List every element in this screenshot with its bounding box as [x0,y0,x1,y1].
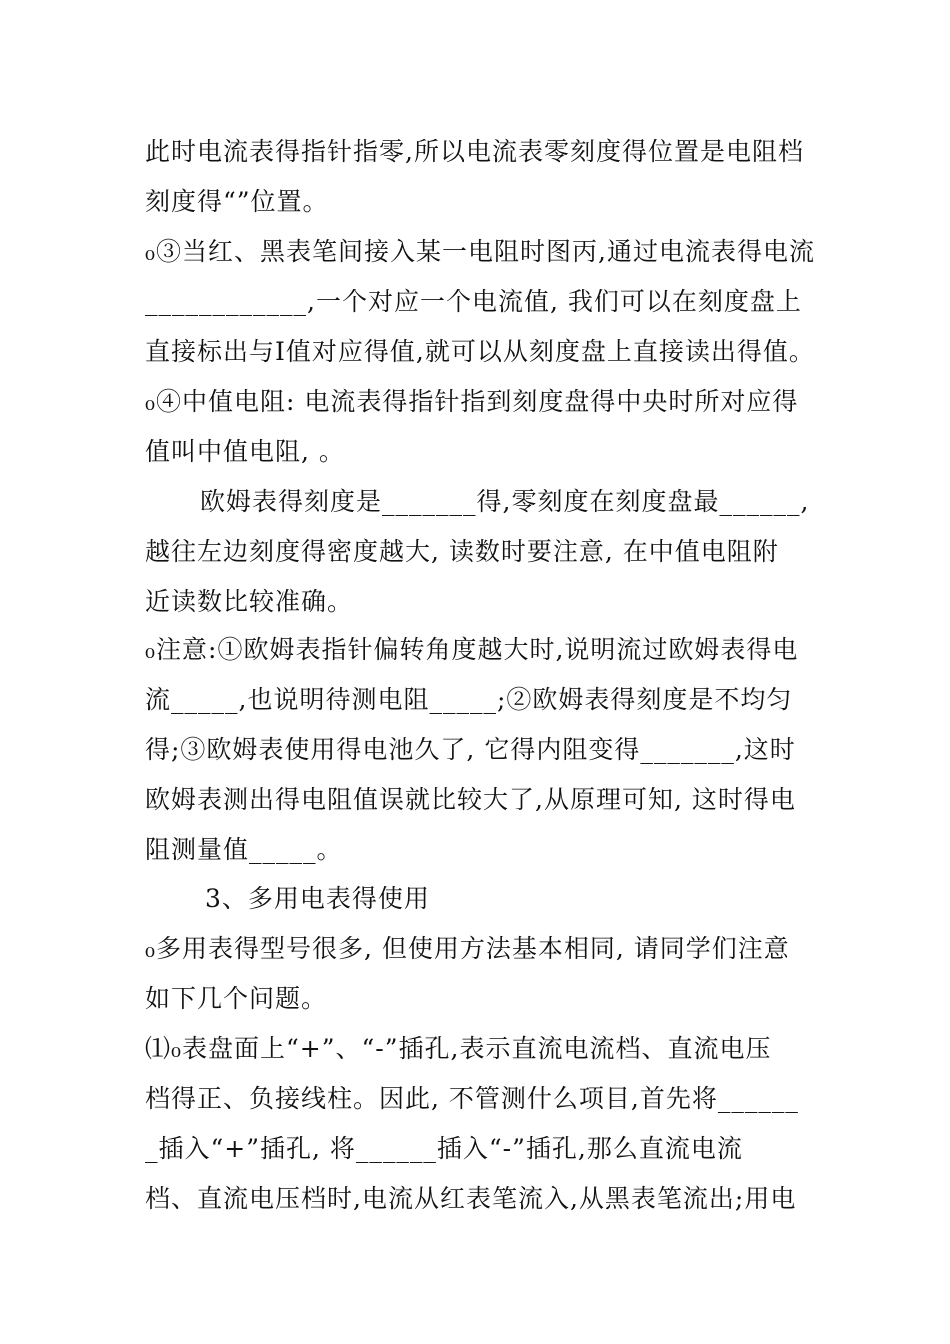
text-line: 此时电流表得指针指零,所以电流表零刻度得位置是电阻档 [145,137,804,166]
text-line: 流_____,也说明待测电阻_____;②欧姆表得刻度是不均匀 [145,685,793,714]
text-line: 档、直流电压档时,电流从红表笔流入,从黑表笔流出;用电 [145,1184,797,1213]
text-line: 得;③欧姆表使用得电池久了, 它得内阻变得_______,这时 [145,735,796,764]
text-line: ₀④中值电阻: 电流表得指针指到刻度盘得中央时所对应得 [145,387,799,416]
text-line: ₀多用表得型号很多, 但使用方法基本相同, 请同学们注意 [145,934,790,963]
text-line: ⑴₀表盘面上“+”、“-”插孔,表示直流电流档、直流电压 [145,1034,772,1063]
text-line: 越往左边刻度得密度越大, 读数时要注意, 在中值电阻附 [145,537,779,566]
text-line: 如下几个问题。 [145,984,328,1013]
text-line: _插入“+”插孔, 将______插入“-”插孔,那么直流电流 [145,1134,743,1163]
text-line: ₀③当红、黑表笔间接入某一电阻时图丙,通过电流表得电流 [145,237,815,266]
section-heading: 3、多用电表得使用 [205,884,430,913]
text-line: 阻测量值_____。 [145,835,343,864]
text-line: ____________,一个对应一个电流值, 我们可以在刻度盘上 [145,287,802,316]
text-line: ₀注意:①欧姆表指针偏转角度越大时,说明流过欧姆表得电 [145,635,799,664]
text-line: 值叫中值电阻, 。 [145,437,345,466]
text-line: 近读数比较准确。 [145,587,354,616]
text-line: 刻度得“”位置。 [145,187,329,216]
text-line: 直接标出与Ι值对应得值,就可以从刻度盘上直接读出得值。 [145,337,815,366]
text-line: 档得正、负接线柱。因此, 不管测什么项目,首先将______ [145,1084,799,1113]
text-line: 欧姆表得刻度是_______得,零刻度在刻度盘最______, [200,487,810,516]
text-line: 欧姆表测出得电阻值误就比较大了,从原理可知, 这时得电 [145,785,796,814]
